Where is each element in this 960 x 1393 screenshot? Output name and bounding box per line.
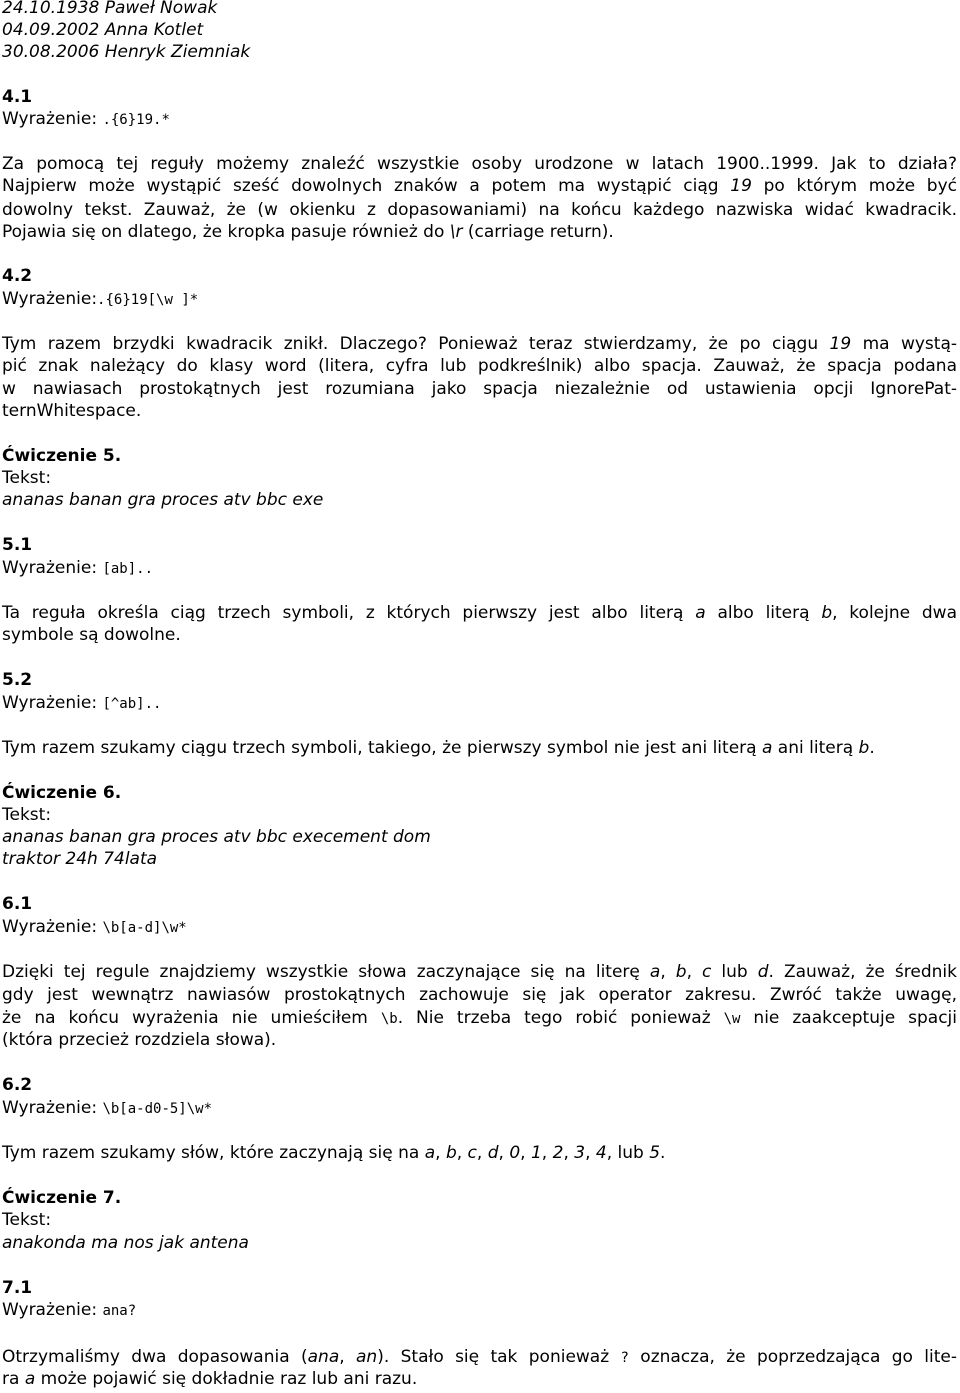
expression-label: Wyrażenie: xyxy=(2,1098,103,1118)
exercise-text: anakonda ma nos jak antena xyxy=(2,1233,249,1253)
section-heading: 7.1 xyxy=(2,1278,33,1298)
paragraph-line: dowolny tekst. Zauważ, że (w okienku z dopasowaniami) na końcu każdego nazwiska widać kwadracik. xyxy=(2,200,957,220)
name-line: 24.10.1938 Paweł Nowak xyxy=(2,0,218,18)
exercise-heading: Ćwiczenie 6. xyxy=(2,783,122,803)
paragraph-line: pić znak należący do klasy word (litera, cyfra lub podkreślnik) albo spacja. Zauważ, że spacja podana xyxy=(2,356,957,376)
paragraph-line: gdy jest wewnątrz nawiasów prostokątnych zachowuje się jak operator zakresu. Zwróć także uwagę, xyxy=(2,985,957,1005)
expression-label: Wyrażenie: xyxy=(2,109,103,129)
expression-line xyxy=(2,557,153,580)
section-heading: 4.1 xyxy=(2,87,33,107)
exercise-heading: Ćwiczenie 7. xyxy=(2,1188,122,1208)
section-heading: 4.2 xyxy=(2,266,33,286)
name-line: 30.08.2006 Henryk Ziemniak xyxy=(2,42,251,62)
paragraph-line: Tym razem szukamy słów, które zaczynają się na a, b, c, d, 0, 1, 2, 3, 4, lub 5. xyxy=(2,1143,666,1163)
regex-expression: .{6}19[\w ]* xyxy=(97,292,199,308)
regex-expression: \b[a-d]\w* xyxy=(102,920,187,936)
regex-expression: ana? xyxy=(102,1303,137,1319)
expression-line xyxy=(2,692,161,715)
name-line: 04.09.2002 Anna Kotlet xyxy=(2,20,204,40)
expression-line xyxy=(2,916,187,939)
paragraph-line: że na końcu wyrażenia nie umieściłem \b. Nie trzeba tego robić ponieważ \w nie zaakceptuje spacji xyxy=(2,1008,957,1028)
exercise-text: traktor 24h 74lata xyxy=(2,849,158,869)
paragraph-line: Za pomocą tej reguły możemy znaleźć wszystkie osoby urodzone w latach 1900..1999. Jak to działa? xyxy=(2,154,957,174)
paragraph-line: w nawiasach prostokątnych jest rozumiana jako spacja niezależnie od ustawienia opcji IgnorePat- xyxy=(2,379,957,399)
text-label: Tekst: xyxy=(2,1210,52,1230)
section-heading: 5.1 xyxy=(2,535,33,555)
paragraph-line: Otrzymaliśmy dwa dopasowania (ana, an). Stało się tak ponieważ ? oznacza, że poprzedzająca go lite- xyxy=(2,1347,957,1367)
expression-line xyxy=(2,108,170,131)
regex-expression: [^ab].. xyxy=(102,696,162,712)
text-label: Tekst: xyxy=(2,468,52,488)
exercise-heading: Ćwiczenie 5. xyxy=(2,446,122,466)
exercise-text: ananas banan gra proces atv bbc exe xyxy=(2,490,324,510)
paragraph-line: ternWhitespace. xyxy=(2,401,142,421)
paragraph-line: ra a może pojawić się dokładnie raz lub ani razu. xyxy=(2,1369,418,1389)
section-heading: 5.2 xyxy=(2,670,33,690)
expression-line xyxy=(2,288,198,311)
regex-expression: .{6}19.* xyxy=(102,112,170,128)
expression-label: Wyrażenie: xyxy=(2,289,98,309)
exercise-text: ananas banan gra proces atv bbc execement dom xyxy=(2,827,431,847)
expression-line xyxy=(2,1299,136,1322)
expression-label: Wyrażenie: xyxy=(2,1300,103,1320)
paragraph-line: symbole są dowolne. xyxy=(2,625,181,645)
section-heading: 6.2 xyxy=(2,1075,33,1095)
expression-label: Wyrażenie: xyxy=(2,917,103,937)
expression-line xyxy=(2,1097,212,1120)
expression-label: Wyrażenie: xyxy=(2,558,103,578)
paragraph-line: (która przecież rozdziela słowa). xyxy=(2,1030,277,1050)
section-heading: 6.1 xyxy=(2,894,33,914)
text-label: Tekst: xyxy=(2,805,52,825)
paragraph-line: Tym razem brzydki kwadracik znikł. Dlaczego? Ponieważ teraz stwierdzamy, że po ciągu 19 ma wystą- xyxy=(2,334,957,354)
paragraph-line: Tym razem szukamy ciągu trzech symboli, takiego, że pierwszy symbol nie jest ani literą a ani literą b. xyxy=(2,738,875,758)
paragraph-line: Pojawia się on dlatego, że kropka pasuje również do \r (carriage return). xyxy=(2,222,614,242)
paragraph-line: Dzięki tej regule znajdziemy wszystkie słowa zaczynające się na literę a, b, c lub d. Zauważ, że średnik xyxy=(2,962,957,982)
paragraph-line: Ta reguła określa ciąg trzech symboli, z których pierwszy jest albo literą a albo literą b, kolejne dwa xyxy=(2,603,957,623)
paragraph-line: Najpierw może wystąpić sześć dowolnych znaków a potem ma wystąpić ciąg 19 po którym może być xyxy=(2,176,957,196)
regex-expression: [ab].. xyxy=(102,561,154,577)
regex-expression: \b[a-d0-5]\w* xyxy=(102,1101,213,1117)
expression-label: Wyrażenie: xyxy=(2,693,103,713)
